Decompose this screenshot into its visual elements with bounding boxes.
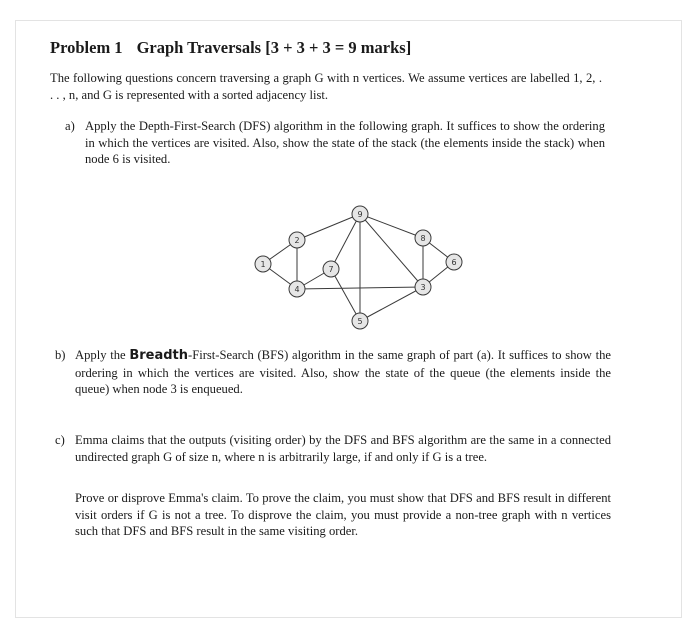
graph-node-9 (352, 206, 368, 222)
graph-node-label: 1 (260, 260, 266, 269)
question-b-label: b) (55, 348, 66, 362)
problem-number: Problem 1 (50, 38, 123, 57)
question-b-text-post: -First-Search (BFS) algorithm in the same graph of part (a). It suffices to show the ordering in which the vertices are visited. Also, show the state of the queue (the elements inside the queue) when node 3 is enqueued. (75, 348, 611, 396)
graph-node-label: 3 (420, 283, 426, 292)
intro-paragraph: The following questions concern traversing a graph G with n vertices. We assume vertices are labelled 1, 2, . . . , n, and G is represented with a sorted adjacency list. (50, 71, 602, 102)
graph-node-3 (415, 279, 431, 295)
graph-node-label: 8 (420, 234, 426, 243)
problem-title: Graph Traversals (136, 38, 262, 57)
question-c-instructions: Prove or disprove Emma's claim. To prove the claim, you must show that DFS and BFS result in different visit orders if G is not a tree. To disprove the claim, you must provide a non-tree graph with n vertices such that DFS and BFS result in the same visiting order. (75, 491, 611, 538)
graph-edge-9-3 (360, 214, 426, 287)
question-b (55, 347, 611, 398)
graph-node-label: 9 (357, 210, 363, 219)
problem-marks: [3 + 3 + 3 = 9 marks] (265, 38, 412, 57)
graph-node-label: 7 (328, 265, 334, 274)
question-c (55, 432, 611, 465)
graph-edge-3-5 (360, 287, 423, 321)
graph-node-label: 6 (451, 258, 457, 267)
graph-node-2 (289, 232, 305, 248)
question-b-text-pre: Apply the (75, 348, 130, 362)
graph-edge-7-5 (331, 269, 360, 321)
graph-node-label: 5 (357, 317, 363, 326)
graph-node-5 (352, 313, 368, 329)
graph-node-6 (446, 254, 462, 270)
graph-edge-9-8 (360, 214, 423, 238)
question-b-text-bold: Breadth (129, 348, 189, 363)
graph-node-4 (289, 281, 305, 297)
graph-node-7 (323, 261, 339, 277)
graph-node-8 (415, 230, 431, 246)
question-c-text: Emma claims that the outputs (visiting order) by the DFS and BFS algorithm are the same in a connected undirected graph G of size n, where n is arbitrarily large, if and only if G is a tree. (75, 433, 611, 464)
graph-edge-9-7 (331, 214, 360, 269)
question-c-label: c) (55, 433, 65, 447)
question-a-label: a) (65, 119, 75, 133)
question-b-text (75, 347, 611, 398)
graph-node-label: 4 (294, 285, 300, 294)
graph-node-label: 2 (294, 236, 300, 245)
graph-node-1 (255, 256, 271, 272)
graph-edge-2-9 (297, 214, 360, 240)
question-a-text: Apply the Depth-First-Search (DFS) algorithm in the following graph. It suffices to show the ordering in which the vertices are visited. Also, show the state of the stack (the elements inside the stack) when node 6 is visited. (85, 119, 605, 166)
